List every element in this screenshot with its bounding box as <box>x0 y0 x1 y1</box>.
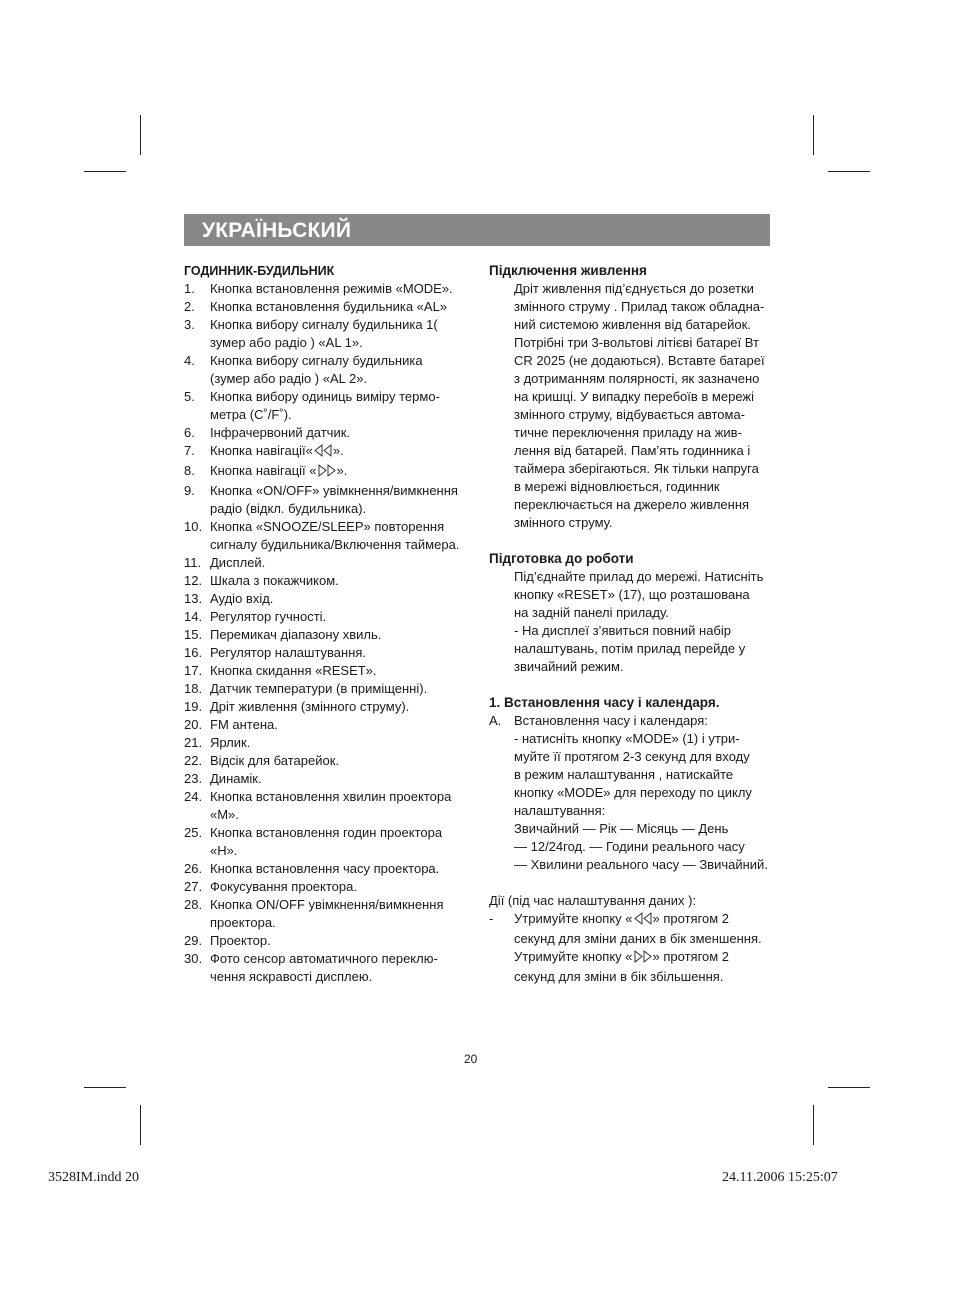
text-line: ний системою живлення від батарейок. <box>514 317 751 332</box>
text-line: з дотриманням полярності, як зазначено <box>514 371 760 386</box>
text-line: - натисніть кнопку «MODE» (1) і утри- <box>514 731 740 746</box>
list-item <box>184 388 474 424</box>
text-line: Дріт живлення під’єднується до розетки <box>514 281 754 296</box>
text-line: на задній панелі приладу. <box>514 605 669 620</box>
action-text: Утримуйте кнопку « <box>514 949 633 964</box>
list-item-number: 5. <box>184 389 195 404</box>
text-line: «H». <box>210 843 238 858</box>
list-item-number: 12. <box>184 573 203 588</box>
text-line: Кнопка встановлення режимів «MODE». <box>210 281 453 296</box>
text-line: Під’єднайте прилад до мережі. Натисніть <box>514 569 764 584</box>
crop-mark <box>813 115 814 155</box>
text-line: кнопку «RESET» (17), що розташована <box>514 587 750 602</box>
list-item-text <box>210 698 474 716</box>
text-line: Аудіо вхід. <box>210 591 274 606</box>
list-item-text <box>210 626 474 644</box>
text-line: в мережі відновлюється, годинник <box>514 479 720 494</box>
text-line: CR 2025 (не додаються). Вставте батареї <box>514 353 765 368</box>
fast-forward-icon <box>634 950 652 968</box>
list-item-number: 30. <box>184 951 203 966</box>
list-item-number: 27. <box>184 879 203 894</box>
text-line: Динамік. <box>210 771 262 786</box>
rewind-icon <box>634 912 652 930</box>
list-item-text <box>210 770 474 788</box>
crop-mark <box>828 1087 870 1088</box>
text-line: Шкала з покажчиком. <box>210 573 339 588</box>
footer-timestamp: 24.11.2006 15:25:07 <box>722 1170 838 1185</box>
list-item-text <box>210 608 474 626</box>
list-item-text <box>210 662 474 680</box>
list-item-number: 14. <box>184 609 203 624</box>
text-line: переключається на джерело живлення <box>514 497 750 512</box>
action-text: Утримуйте кнопку « <box>514 911 633 926</box>
text-line: змінного струму. <box>514 515 613 530</box>
text-line: таймера зберігаються. Як тільки напруга <box>514 461 759 476</box>
text-fragment: Кнопка навігації « <box>210 463 317 478</box>
list-item-text <box>210 932 474 950</box>
action-line: секунд для зміни даних в бік зменшення. <box>514 931 762 946</box>
list-item-text <box>210 352 474 388</box>
text-line: звичайний режим. <box>514 659 624 674</box>
text-line: на кришці. У випадку перебоїв в мережі <box>514 389 754 404</box>
list-item-text <box>210 644 474 662</box>
list-item <box>184 716 474 734</box>
list-item-number: 23. <box>184 771 203 786</box>
text-line: Регулятор гучності. <box>210 609 327 624</box>
list-item-text <box>210 716 474 734</box>
text-line: змінного струму, відбувається автома- <box>514 407 745 422</box>
list-item-number: 10. <box>184 519 203 534</box>
list-item <box>184 298 474 316</box>
text-line: Встановлення часу і календаря: <box>514 713 708 728</box>
prep-section-title: Підготовка до роботи <box>489 551 634 566</box>
text-line: «M». <box>210 807 239 822</box>
list-item-number: 26. <box>184 861 203 876</box>
text-line: Кнопка встановлення будильника «AL» <box>210 299 448 314</box>
text-line: лення від батарей. Пам’ять годинника і <box>514 443 751 458</box>
text-line: — 12/24год. — Години реального часу <box>514 839 745 854</box>
text-line: - На дисплеї з’явиться повний набір <box>514 623 731 638</box>
action-line <box>514 910 771 930</box>
text-line: Датчик температури (в приміщенні). <box>210 681 428 696</box>
text-line: метра (C˚/F˚). <box>210 407 292 422</box>
power-section-title: Підключення живлення <box>489 263 647 278</box>
list-item <box>184 554 474 572</box>
list-item-number: 22. <box>184 753 203 768</box>
power-section-text <box>514 280 771 532</box>
list-item-number: 9. <box>184 483 195 498</box>
list-item-text <box>210 950 474 986</box>
list-item-number: 29. <box>184 933 203 948</box>
list-item-number: 6. <box>184 425 195 440</box>
dash-marker: - <box>489 911 494 926</box>
list-item-number: 19. <box>184 699 203 714</box>
text-line: Кнопка «SNOOZE/SLEEP» повторення <box>210 519 445 534</box>
list-item-number: 28. <box>184 897 203 912</box>
text-line: Кнопка «ON/OFF» увімкнення/вимкнення <box>210 483 458 498</box>
list-item <box>184 518 474 554</box>
list-item-text <box>210 442 474 462</box>
list-item <box>184 644 474 662</box>
instructions-column <box>489 262 771 986</box>
list-item <box>184 752 474 770</box>
list-item-number: 15. <box>184 627 203 642</box>
list-item <box>184 950 474 986</box>
list-item <box>184 442 474 462</box>
text-line: FM антена. <box>210 717 278 732</box>
text-line: Потрібні три 3-вольтові літієві батареї Вт <box>514 335 759 350</box>
time-section-title: 1. Встановлення часу і календаря. <box>489 695 720 710</box>
text-line: змінного струму . Прилад також обладна- <box>514 299 765 314</box>
list-item-text <box>210 462 474 482</box>
list-item-number: 24. <box>184 789 203 804</box>
list-item-number: 8. <box>184 463 195 478</box>
list-item-text <box>210 824 474 860</box>
list-item-text <box>210 424 474 442</box>
time-section-step <box>489 712 771 874</box>
list-item-number: 3. <box>184 317 195 332</box>
list-item-number: 17. <box>184 663 203 678</box>
text-line: Кнопка встановлення часу проектора. <box>210 861 440 876</box>
action-line <box>514 948 771 968</box>
list-item-number: 20. <box>184 717 203 732</box>
list-item <box>184 462 474 482</box>
list-item <box>184 280 474 298</box>
text-line: Кнопка вибору сигналу будильника 1( <box>210 317 438 332</box>
text-line: тичне переключення приладу на жив- <box>514 425 742 440</box>
text-line: Ярлик. <box>210 735 251 750</box>
text-line: Дисплей. <box>210 555 266 570</box>
language-title: УКРАЇНЬСКИЙ <box>202 219 352 242</box>
text-line: проектора. <box>210 915 276 930</box>
list-item <box>184 680 474 698</box>
list-item-text <box>210 572 474 590</box>
list-item-number: 13. <box>184 591 203 606</box>
list-item-text <box>210 554 474 572</box>
language-header-bar <box>184 214 770 246</box>
text-line: Звичайний — Рік — Місяць — День <box>514 821 729 836</box>
rewind-icon <box>314 444 332 462</box>
list-item <box>184 626 474 644</box>
list-item <box>184 316 474 352</box>
list-item <box>184 482 474 518</box>
parts-list <box>184 280 474 986</box>
list-item-text <box>210 298 474 316</box>
text-line: (зумер або радіо ) «AL 2». <box>210 371 368 386</box>
list-item-text <box>210 388 474 424</box>
text-line: сигналу будильника/Включення таймера. <box>210 537 460 552</box>
list-item-text <box>210 788 474 824</box>
prep-section-text <box>514 568 771 676</box>
text-line: муйте її протягом 2-3 секунд для входу <box>514 749 750 764</box>
list-item <box>184 932 474 950</box>
list-item-number: 1. <box>184 281 195 296</box>
parts-list-column <box>184 262 474 986</box>
list-item-number: 7. <box>184 443 195 458</box>
list-item <box>184 860 474 878</box>
text-line: Інфрачервоний датчик. <box>210 425 351 440</box>
list-item-number: 4. <box>184 353 195 368</box>
text-line: в режим налаштування , натискайте <box>514 767 734 782</box>
list-item-text <box>210 482 474 518</box>
text-fragment: Кнопка навігації« <box>210 443 313 458</box>
actions-intro: Дії (під час налаштування даних ): <box>489 893 697 908</box>
text-line: Перемикач діапазону хвиль. <box>210 627 382 642</box>
list-item <box>184 896 474 932</box>
list-item <box>184 572 474 590</box>
list-item <box>184 352 474 388</box>
text-fragment: ». <box>332 443 344 458</box>
action-line: секунд для зміни в бік збільшення. <box>514 969 724 984</box>
step-marker: A. <box>489 713 502 728</box>
text-line: Відсік для батарейок. <box>210 753 340 768</box>
list-item <box>184 608 474 626</box>
fast-forward-icon <box>318 464 336 482</box>
text-line: радіо (відкл. будильника). <box>210 501 367 516</box>
text-line: Проектор. <box>210 933 271 948</box>
text-line <box>210 462 474 482</box>
footer-file-info: 3528IM.indd 20 <box>48 1170 139 1185</box>
list-item <box>184 824 474 860</box>
text-line: Фото сенсор автоматичного переклю- <box>210 951 438 966</box>
text-line <box>210 442 474 462</box>
text-line: Регулятор налаштування. <box>210 645 367 660</box>
text-line: Фокусування проектора. <box>210 879 357 894</box>
crop-mark <box>140 115 141 155</box>
list-item-number: 25. <box>184 825 203 840</box>
list-item-text <box>210 518 474 554</box>
list-item-text <box>210 280 474 298</box>
text-line: — Хвилини реального часу — Звичайний. <box>514 857 768 872</box>
list-item <box>184 788 474 824</box>
list-item <box>184 590 474 608</box>
list-item-text <box>210 734 474 752</box>
text-line: Кнопка вибору сигналу будильника <box>210 353 423 368</box>
list-item <box>184 698 474 716</box>
text-line: кнопку «MODE» для переходу по циклу <box>514 785 752 800</box>
list-item <box>184 878 474 896</box>
list-item-text <box>210 896 474 932</box>
page-number: 20 <box>464 1052 478 1066</box>
crop-mark <box>828 171 870 172</box>
list-item-number: 21. <box>184 735 203 750</box>
parts-list-title: ГОДИННИК-БУДИЛЬНИК <box>184 264 335 278</box>
list-item-text <box>210 878 474 896</box>
list-item-text <box>210 680 474 698</box>
crop-mark <box>140 1105 141 1145</box>
list-item-number: 18. <box>184 681 203 696</box>
text-line: Кнопка встановлення хвилин проектора <box>210 789 452 804</box>
list-item-number: 16. <box>184 645 203 660</box>
time-section-text <box>514 712 771 874</box>
actions-step <box>489 910 771 986</box>
list-item-text <box>210 316 474 352</box>
list-item <box>184 662 474 680</box>
text-line: Кнопка ON/OFF увімкнення/вимкнення <box>210 897 444 912</box>
text-line: зумер або радіо ) «AL 1». <box>210 335 363 350</box>
list-item-text <box>210 752 474 770</box>
list-item-text <box>210 860 474 878</box>
crop-mark <box>84 1087 126 1088</box>
text-line: налаштувань, потім прилад перейде у <box>514 641 746 656</box>
text-line: Кнопка вибору одиниць виміру термо- <box>210 389 440 404</box>
list-item-number: 11. <box>184 555 202 570</box>
list-item-number: 2. <box>184 299 195 314</box>
text-line: Дріт живлення (змінного струму). <box>210 699 410 714</box>
text-line: Кнопка скидання «RESET». <box>210 663 377 678</box>
list-item <box>184 734 474 752</box>
action-text: » протягом 2 <box>652 911 730 926</box>
text-fragment: ». <box>336 463 348 478</box>
text-line: Кнопка встановлення годин проектора <box>210 825 443 840</box>
text-line: налаштування: <box>514 803 606 818</box>
crop-mark <box>84 171 126 172</box>
list-item <box>184 424 474 442</box>
list-item <box>184 770 474 788</box>
text-line: чення яскравості дисплею. <box>210 969 373 984</box>
crop-mark <box>813 1105 814 1145</box>
actions-text <box>514 910 771 986</box>
list-item-text <box>210 590 474 608</box>
action-text: » протягом 2 <box>652 949 730 964</box>
